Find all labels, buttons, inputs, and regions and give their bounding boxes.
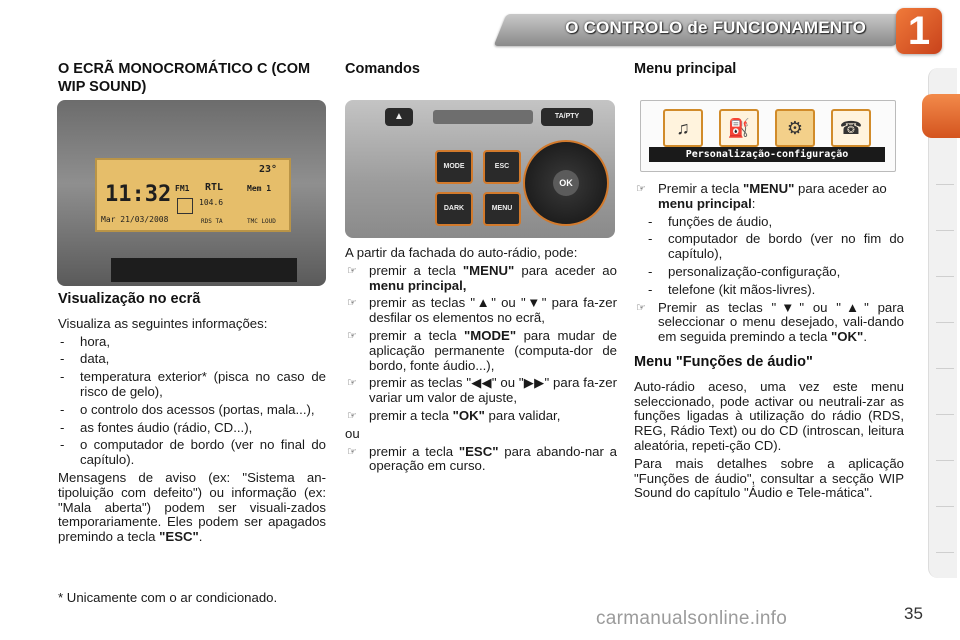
list-item: - as fontes áudio (rádio, CD...), [60,419,253,435]
menu-button[interactable]: MENU [483,192,521,226]
esc-button[interactable]: ESC [483,150,521,184]
list-item: - o computador de bordo (ver no final do capítulo). [60,437,326,468]
list-item: - computador de bordo (ver no fim do capítulo), [648,231,904,262]
list-item: - personalização-configuração, [648,263,841,279]
list-item: ☞ premir a tecla "OK" para validar, [347,407,561,423]
list-item: ☞ premir a tecla "MODE" para mudar de aplicação permanente (computa-dor de bordo, fonte áudio...), [347,327,617,373]
pointer-icon: ☞ [347,377,357,390]
pointer-icon: ☞ [347,409,357,422]
active-chapter-tab[interactable] [922,94,960,138]
cd-slot [433,110,533,124]
audio-functions-icon: ♫ [663,109,703,147]
or-text: ou [345,425,360,441]
ta-pty-button[interactable]: TA/PTY [541,108,593,126]
lcd-band: FM1 [175,184,190,193]
subheading-visualizacao: Visualização no ecrã [58,291,201,307]
list-item: ☞ premir a tecla "MENU" para aceder ao menu principal, [347,262,617,293]
monochrome-screen-photo [57,100,326,286]
telephone-icon: ☎ [831,109,871,147]
trip-computer-icon: ⛽ [719,109,759,147]
lcd-station: RTL [205,182,224,193]
tab-divider [936,184,954,185]
lcd-temperature: 23° [258,164,277,175]
lcd-tmc: TMC LOUD [247,218,276,225]
lcd-rds: RDS TA [201,218,223,225]
section-heading-display: O ECRÃ MONOCROMÁTICO C (COM WIP SOUND) [58,61,311,95]
menu-selection-label: Personalização-configuração [649,147,885,162]
commands-text [345,246,617,474]
display-intro: Visualiza as seguintes informações: [58,315,268,331]
audio-paragraph-2: Para mais detalhes sobre a aplicação "Funções de áudio", consultar a secção WIP Sound do capítulo "Áudio e Tele-mática". [634,455,904,501]
tab-divider [936,414,954,415]
page-number: 35 [904,604,923,623]
commands-intro: A partir da fachada do auto-rádio, pode: [345,245,578,260]
chapter-badge: 1 [896,8,942,54]
column-main-menu [634,60,904,78]
display-list [58,335,326,468]
ok-button[interactable]: OK [553,170,579,196]
section-heading-commands: Comandos [345,61,420,77]
page-header [0,0,960,60]
pointer-icon: ☞ [636,183,646,195]
lcd-clock: 11:32 [105,182,172,207]
tab-divider [936,230,954,231]
pointer-icon: ☞ [347,297,357,310]
footnote: * Unicamente com o ar condicionado. [58,590,278,605]
main-menu-text [634,182,904,501]
main-menu-sublist [634,215,904,298]
pointer-icon: ☞ [636,301,646,314]
lcd-memory: Mem 1 [247,184,272,193]
radio-icon [177,198,193,214]
dark-button[interactable]: DARK [435,192,473,226]
mode-button[interactable]: MODE [435,150,473,184]
warning-paragraph: Mensagens de aviso (ex: "Sistema an-tipoluição com defeito") ou informação (ex: "Mala aberta") podem ser visuali-zados temporariamente. Eles podem ser apagados premindo a tecla "ESC". [58,469,326,545]
pointer-icon: ☞ [347,445,357,458]
section-heading-main-menu: Menu principal [634,61,737,77]
header-title: O CONTROLO de FUNCIONAMENTO [565,18,866,37]
subheading-audio-functions: Menu "Funções de áudio" [634,353,813,370]
column-commands [345,60,617,78]
lcd-frequency: 104.6 [199,198,224,207]
list-item: ☞ Premir as teclas "▼" ou "▲" para seleccionar o menu desejado, vali-dando em seguida premindo a tecla "OK". [636,299,904,345]
column-display [58,60,326,96]
audio-paragraph-1: Auto-rádio aceso, uma vez este menu seleccionado, pode activar ou neutrali-zar as funções ligadas à utilização do rádio (RDS, REG, Rádio Text) ou do CD (introscan, leitura aleatória, repeti-ção CD). [634,378,904,453]
tab-divider [936,506,954,507]
list-item: ☞ Premir a tecla "MENU" para aceder ao menu principal: [636,181,887,211]
list-item: - o controlo dos acessos (portas, mala...), [60,401,315,417]
navigation-ring[interactable] [523,140,609,226]
list-item: ☞ premir as teclas "▲" ou "▼" para fa-zer desfilar os elementos no ecrã, [347,295,617,326]
lcd-date: Mar 21/03/2008 [101,215,169,224]
main-menu-screen [640,100,896,172]
pointer-icon: ☞ [347,329,357,342]
tab-divider [936,368,954,369]
list-item: - temperatura exterior* (pisca no caso de risco de gelo), [60,369,326,399]
chapter-tab-strip [928,68,957,578]
watermark: carmanualsonline.info [596,608,788,629]
eject-button[interactable]: ▲ [385,108,413,126]
display-text [58,292,326,545]
list-item: - hora, [60,333,111,349]
tab-divider [936,322,954,323]
list-item: ☞ premir a tecla "ESC" para abando-nar a operação em curso. [347,443,617,474]
list-item: - data, [60,351,110,367]
tab-divider [936,552,954,553]
radio-controls-photo [345,100,615,238]
screen-bezel-bottom [111,258,297,282]
tab-divider [936,276,954,277]
list-item: - telefone (kit mãos-livres). [648,281,816,297]
pointer-icon: ☞ [347,264,357,277]
list-item: ☞ premir as teclas "◀◀" ou "▶▶" para fa-zer variar um valor de ajuste, [347,375,617,406]
list-item: - funções de áudio, [648,213,773,229]
tab-divider [936,460,954,461]
settings-icon: ⚙ [775,109,815,147]
lcd-display [95,158,291,232]
